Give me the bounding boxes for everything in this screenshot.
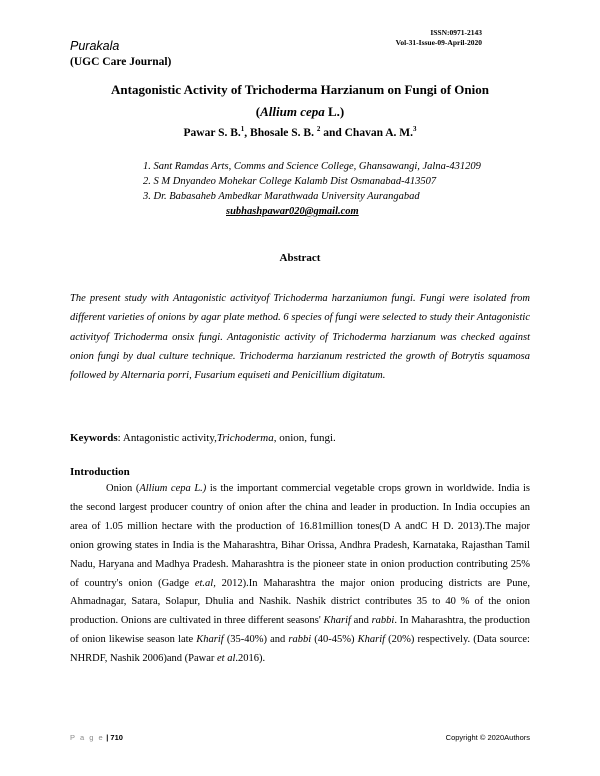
ugc-care-label: (UGC Care Journal) [70,56,172,68]
author-1: Pawar S. B. [183,127,241,139]
keywords-label: Keywords [70,432,118,444]
author-email-link[interactable]: subhashpawar020@gmail.com [226,206,359,217]
keywords-line: Keywords: Antagonistic activity,Trichoderma, onion, fungi. [70,432,336,444]
copyright-notice: Copyright © 2020Authors [445,733,530,742]
abstract-heading: Abstract [279,252,321,264]
page-number: P a g e | 710 [70,733,123,742]
introduction-heading: Introduction [70,466,130,478]
paper-title-line1: Antagonistic Activity of Trichoderma Harzianum on Fungi of Onion [111,82,489,97]
affiliation-1: 1. Sant Ramdas Arts, Comms and Science College, Ghansawangi, Jalna-431209 [143,161,481,172]
journal-name: Purakala [70,39,120,53]
affiliation-2: 2. S M Dnyandeo Mohekar College Kalamb Dist Osmanabad-413507 [143,176,437,187]
species-name: Allium cepa [260,104,325,119]
affiliation-3: 3. Dr. Babasaheb Ambedkar Marathwada University Aurangabad [143,191,420,202]
issn-block [396,28,482,48]
author-3: and Chavan A. M. [320,127,413,139]
abstract-text: The present study with Antagonistic activityof Trichoderma harzaniumon fungi. Fungi were isolated from different varieties of onions by agar plate method. 6 species of fungi were selected to study their Antagonistic activityof Trichoderma onsix fungi. Antagonistic activity of Trichoderma harzianum was checked against onion fungi by dual culture technique. Trichoderma harzianum restricted the growth of Botrytis squamosa followed by Alternaria porri, Fusarium equiseti and Penicillium digitatum. [70,293,530,382]
volume-issue: Vol-31-Issue-09-April-2020 [395,38,482,47]
issn-number: ISSN:0971-2143 [430,28,482,37]
introduction-text: Onion (Allium cepa L.) is the important commercial vegetable crops grown in worldwide. India is the second largest producer country of onion after the china and leader in production. In India occupies an area of 1.05 million hectare with the production of 16.81million tones(D A andC H D. 2013).The major onion growing states in India is the Maharashtra, Bihar Orissa, Andhra Pradesh, Karnataka, Rajasthan Tamil Nadu, Haryana and Madhya Pradesh. Maharashtra is the pioneer state in onion production contributing 25% of country's onion (Gadge et.al, 2012).In Maharashtra the major onion producing districts are Pune, Ahmadnagar, Satara, Solapur, Dhulia and Nashik. Nashik district contributes 35 to 40 % of the onion production. Onions are cultivated in three different seasons' Kharif and rabbi. In Maharashtra, the production of onion likewise season late Kharif (35-40%) and rabbi (40-45%) Kharif (20%) respectively. (Data source: NHRDF, Nashik 2006)and (Pawar et al.2016). [70,483,531,665]
paper-title-line2: (Allium cepa L.) [255,104,345,119]
author-list: Pawar S. B.$^1$, Bhosale S. B. $^2$ and Chavan A. M.$^3$ [183,125,417,139]
author-2: , Bhosale S. B. [244,127,317,139]
